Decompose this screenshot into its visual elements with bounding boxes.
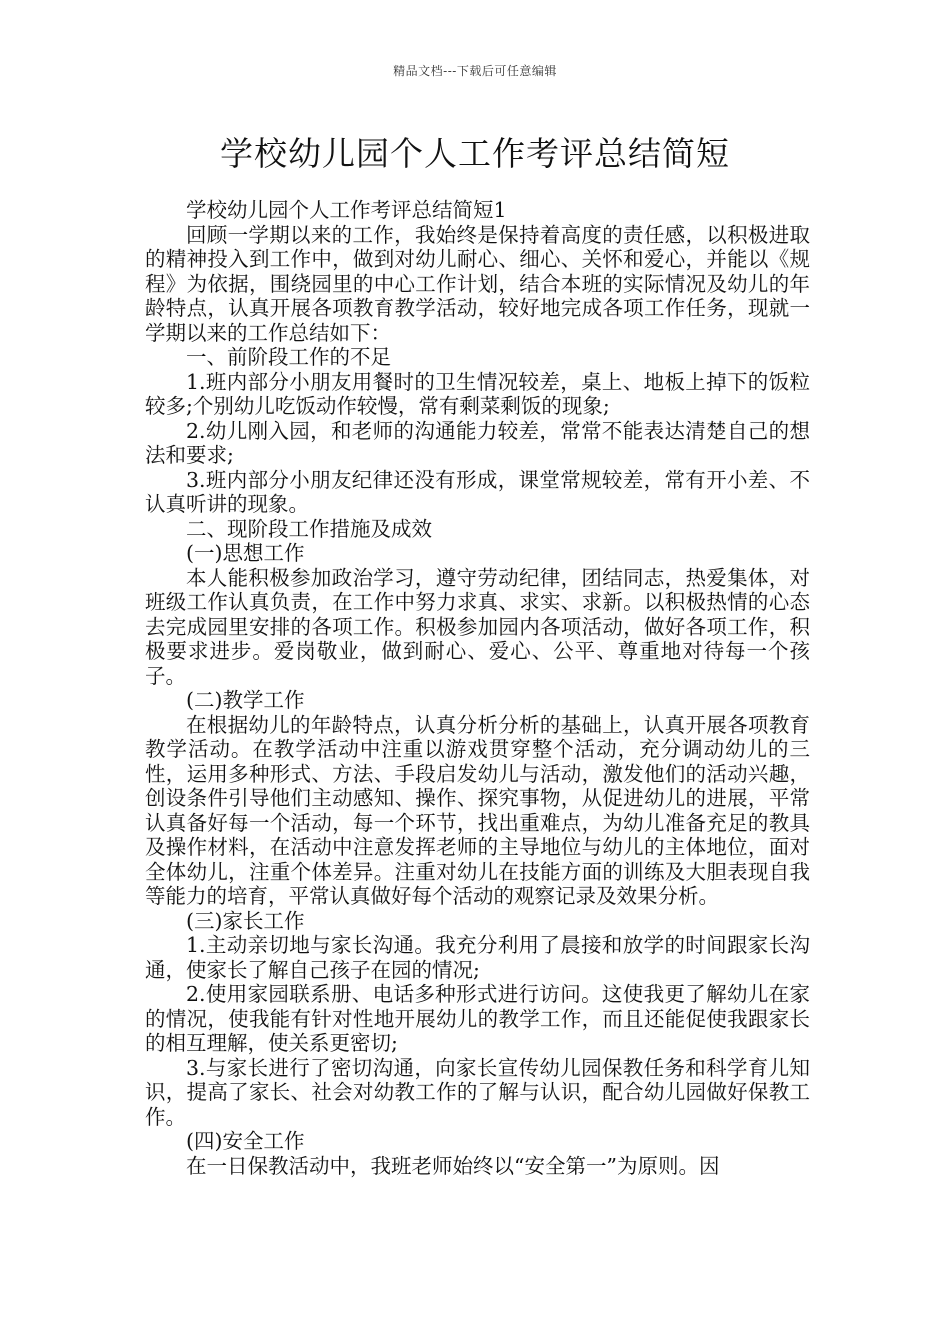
paragraph-parents-1: 1.主动亲切地与家长沟通。我充分利用了晨接和放学的时间跟家长沟通，使家长了解自己孩子在园的情况; [145,933,810,982]
document-title: 学校幼儿园个人工作考评总结简短 [220,134,730,173]
paragraph-teaching: 在根据幼儿的年龄特点，认真分析分析的基础上，认真开展各项教育教学活动。在教学活动中注重以游戏贯穿整个活动，充分调动幼儿的三性，运用多种形式、方法、手段启发幼儿与活动，激发他们的活动兴趣，创设条件引导他们主动感知、操作、探究事物，从促进幼儿的进展，平常认真备好每一个活动，每一个环节，找出重难点，为幼儿准备充足的教具及操作材料，在活动中注意发挥老师的主导地位与幼儿的主体地位，面对全体幼儿，注重个体差异。注重对幼儿在技能方面的训练及大胆表现自我等能力的培育，平常认真做好每个活动的观察记录及效果分析。 [145,712,810,908]
paragraph-intro: 回顾一学期以来的工作，我始终是保持着高度的责任感，以积极进取的精神投入到工作中，做到对幼儿耐心、细心、关怀和爱心，并能以《规程》为依据，围绕园里的中心工作计划，结合本班的实际情况及幼儿的年龄特点，认真开展各项教育教学活动，较好地完成各项工作任务，现就一学期以来的工作总结如下： [145,222,810,345]
subheading-safety: (四)安全工作 [186,1129,305,1153]
header-note: 精品文档---下载后可任意编辑 [393,64,557,78]
paragraph-safety: 在一日保教活动中，我班老师始终以“安全第一”为原则。因 [186,1153,720,1178]
paragraph-shortcoming-2: 2.幼儿刚入园，和老师的沟通能力较差，常常不能表达清楚自己的想法和要求; [145,418,810,467]
document-body [145,198,810,1178]
subheading-parents: (三)家长工作 [186,908,305,933]
subheading-teaching: (二)教学工作 [186,688,305,712]
paragraph-ideology: 本人能积极参加政治学习，遵守劳动纪律，团结同志，热爱集体，对班级工作认真负责，在工作中努力求真、求实、求新。以积极热情的心态去完成园里安排的各项工作。积极参加园内各项活动，做好各项工作，积极要求进步。爱岗敬业，做到耐心、爱心、公平、尊重地对待每一个孩子。 [145,565,810,688]
paragraph-parents-3: 3.与家长进行了密切沟通，向家长宣传幼儿园保教任务和科学育儿知识，提高了家长、社会对幼教工作的了解与认识，配合幼儿园做好保教工作。 [145,1055,810,1129]
section-heading-measures: 二、现阶段工作措施及成效 [186,516,432,541]
subheading-ideology: (一)思想工作 [186,541,305,565]
paragraph-parents-2: 2.使用家园联系册、电话多种形式进行访问。这使我更了解幼儿在家的情况，使我能有针对性地开展幼儿的教学工作，而且还能促使我跟家长的相互理解，使关系更密切; [145,982,810,1055]
paragraph-subtitle: 学校幼儿园个人工作考评总结简短1 [186,198,507,222]
section-heading-shortcomings: 一、前阶段工作的不足 [186,345,391,369]
paragraph-shortcoming-1: 1.班内部分小朋友用餐时的卫生情况较差，桌上、地板上掉下的饭粒较多;个别幼儿吃饭动作较慢，常有剩菜剩饭的现象; [145,369,810,418]
paragraph-shortcoming-3: 3.班内部分小朋友纪律还没有形成，课堂常规较差，常有开小差、不认真听讲的现象。 [145,467,810,516]
